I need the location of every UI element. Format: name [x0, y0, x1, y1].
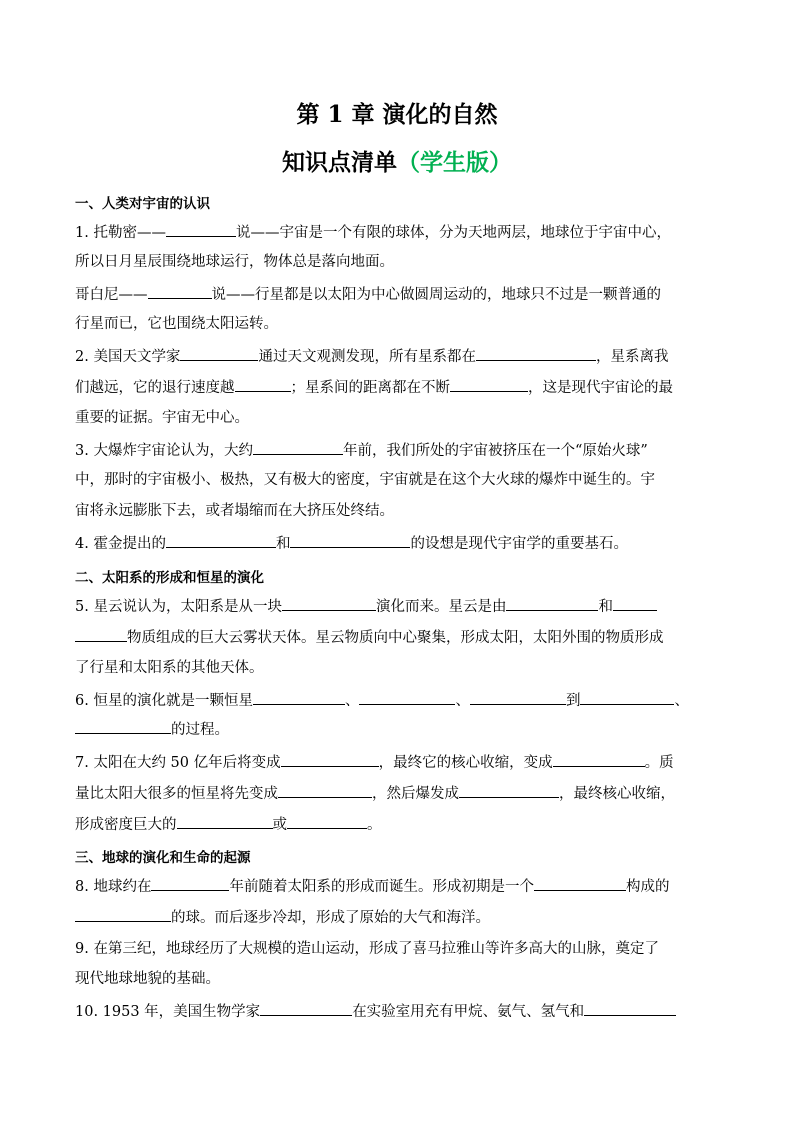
- line-4: 行星而已，它也围绕太阳运转。: [75, 316, 278, 332]
- line-text: 或: [272, 817, 287, 833]
- section-heading-2: 二、太阳系的形成和恒星的演化: [75, 570, 264, 586]
- line-text: 和: [275, 536, 291, 552]
- blank: [553, 752, 645, 767]
- line-text: 物质组成的巨大云雾状天体。星云物质向中心聚集，形成太阳，太阳外围的物质形成: [127, 630, 664, 646]
- blank: [75, 719, 171, 734]
- line-16: [75, 719, 229, 740]
- line-23: 现代地球地貌的基础。: [75, 971, 220, 987]
- blank: [177, 814, 273, 829]
- line-17: [75, 752, 674, 773]
- line-text: 年前，我们所处的宇宙被挤压在一个“原始火球”: [342, 443, 648, 459]
- line-text: 的球。而后逐步冷却，形成了原始的大气和海洋。: [171, 910, 490, 926]
- line-22: 9. 在第三纪，地球经历了大规模的造山运动，形成了喜马拉雅山等许多高大的山脉，奠定了: [75, 941, 659, 957]
- line-text: 。: [367, 817, 382, 833]
- line-13: [75, 627, 664, 648]
- blank: [180, 346, 258, 361]
- line-text: 量比太阳大很多的恒星将先变成: [75, 786, 278, 802]
- line-10: 宙将永远膨胀下去，或者塌缩而在大挤压处终结。: [75, 503, 394, 519]
- blank: [282, 596, 376, 611]
- line-text: ；星系间的距离都在不断: [290, 380, 450, 396]
- section-heading-3: 三、地球的演化和生命的起源: [75, 850, 251, 866]
- blank: [253, 440, 343, 455]
- blank: [613, 596, 657, 611]
- line-text: 构成的: [625, 879, 670, 895]
- line-text: 2. 美国天文学家: [75, 349, 181, 365]
- line-text: 演化而来。星云是由: [375, 599, 507, 615]
- line-24: [75, 1001, 676, 1022]
- line-5: [75, 346, 668, 367]
- line-12: [75, 596, 657, 617]
- blank: [166, 222, 236, 237]
- line-18: [75, 783, 675, 804]
- line-8: [75, 440, 648, 461]
- line-2: 所以日月星辰围绕地球运行，物体总是落向地面。: [75, 254, 394, 270]
- line-14: 了行星和太阳系的其他天体。: [75, 660, 264, 676]
- line-text: 7. 太阳在大约 50 亿年后将变成: [75, 755, 281, 771]
- blank: [253, 690, 345, 705]
- line-text: 3. 大爆炸宇宙论认为，大约: [75, 443, 253, 459]
- line-text: 、: [344, 693, 360, 709]
- line-text: 们越远，它的退行速度越: [75, 380, 235, 396]
- line-3: [75, 284, 661, 305]
- blank: [290, 533, 410, 548]
- line-text: ，这是现代宇宙论的最: [528, 380, 673, 396]
- subtitle-main: 知识点清单: [282, 149, 397, 176]
- line-text: 4. 霍金提出的: [75, 536, 166, 552]
- line-text: 1. 托勒密——: [75, 225, 166, 241]
- line-text: 哥白尼——: [75, 287, 148, 303]
- line-text: 、: [674, 693, 689, 709]
- line-text: 说——行星都是以太阳为中心做圆周运动的，地球只不过是一颗普通的: [211, 287, 661, 303]
- line-text: 6. 恒星的演化就是一颗恒星: [75, 693, 253, 709]
- line-text: 5. 星云说认为，太阳系是从一块: [75, 599, 282, 615]
- blank: [534, 876, 626, 891]
- blank: [260, 1001, 352, 1016]
- line-6: [75, 377, 673, 398]
- blank: [75, 627, 127, 642]
- line-text: ，最终核心收缩，: [559, 786, 675, 802]
- blank: [235, 377, 291, 392]
- blank: [470, 690, 566, 705]
- blank: [506, 596, 598, 611]
- blank: [359, 690, 455, 705]
- line-text: 形成密度巨大的: [75, 817, 177, 833]
- line-text: 年前随着太阳系的形成而诞生。形成初期是一个: [229, 879, 534, 895]
- line-text: 8. 地球约在: [75, 879, 152, 895]
- subtitle-tag: （学生版）: [397, 149, 512, 176]
- blank: [148, 284, 212, 299]
- line-text: 的设想是现代宇宙学的重要基石。: [410, 536, 628, 552]
- line-11: [75, 533, 628, 554]
- blank: [287, 814, 367, 829]
- line-20: [75, 876, 669, 897]
- line-text: ，然后爆发成: [372, 786, 459, 802]
- blank: [278, 783, 372, 798]
- line-text: 的过程。: [171, 722, 229, 738]
- blank: [166, 533, 276, 548]
- subtitle: [0, 144, 794, 177]
- line-text: 到: [565, 693, 581, 709]
- blank: [584, 1001, 676, 1016]
- line-text: ，最终它的核心收缩，变成: [378, 755, 553, 771]
- line-1: [75, 222, 671, 243]
- blank: [450, 377, 528, 392]
- blank: [476, 346, 596, 361]
- blank: [151, 876, 229, 891]
- line-text: 10. 1953 年，美国生物学家: [75, 1004, 261, 1020]
- line-text: 。质: [644, 755, 674, 771]
- line-text: 、: [455, 693, 470, 709]
- line-text: 和: [598, 599, 613, 615]
- blank: [459, 783, 559, 798]
- line-text: 说——宇宙是一个有限的球体，分为天地两层，地球位于宇宙中心，: [235, 225, 671, 241]
- blank: [580, 690, 674, 705]
- line-text: 在实验室用充有甲烷、氨气、氢气和: [352, 1004, 585, 1020]
- line-7: 重要的证据。宇宙无中心。: [75, 410, 249, 426]
- blank: [281, 752, 379, 767]
- line-21: [75, 907, 490, 928]
- line-text: 通过天文观测发现，所有星系都在: [258, 349, 476, 365]
- line-text: ，星系离我: [595, 349, 669, 365]
- line-19: [75, 814, 382, 835]
- blank: [75, 907, 171, 922]
- line-15: [75, 690, 689, 711]
- line-9: 中，那时的宇宙极小、极热，又有极大的密度，宇宙就是在这个大火球的爆炸中诞生的。宇: [75, 472, 655, 488]
- chapter-title: 第 1 章 演化的自然: [296, 101, 498, 128]
- section-heading-1: 一、人类对宇宙的认识: [75, 196, 210, 212]
